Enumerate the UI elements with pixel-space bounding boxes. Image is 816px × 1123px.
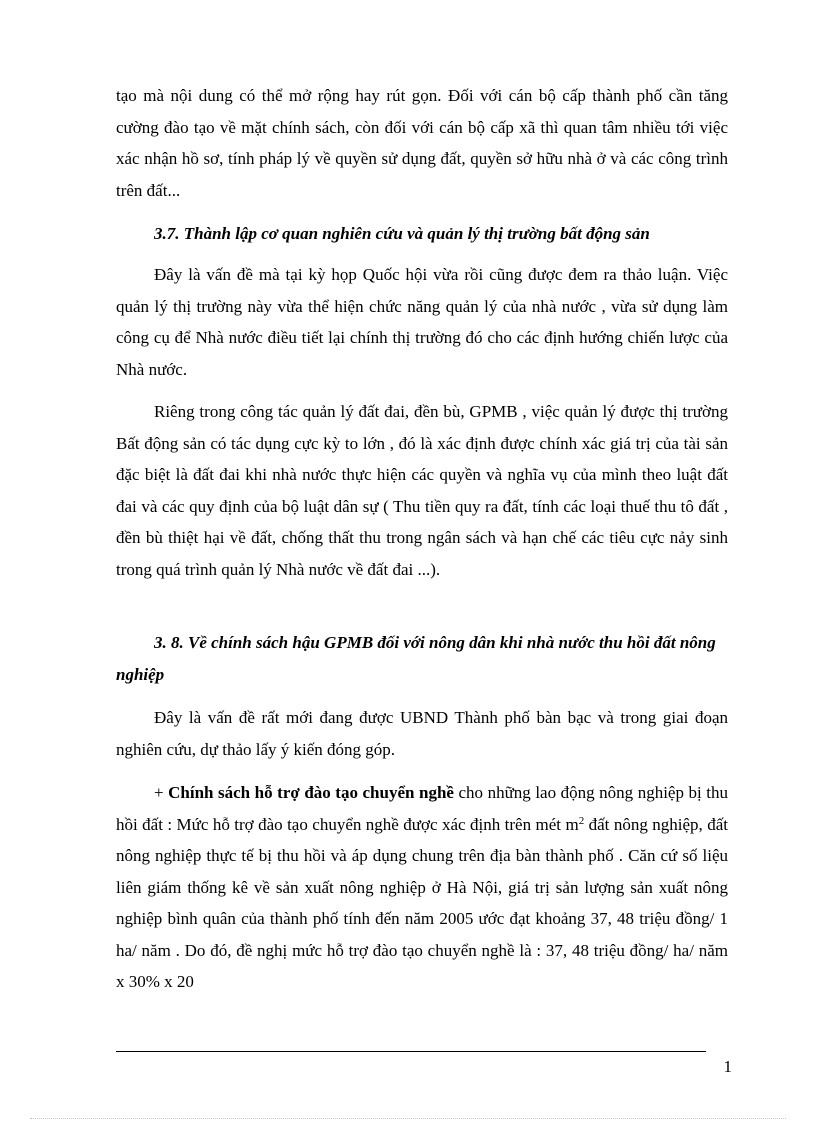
paragraph-3: Riêng trong công tác quản lý đất đai, đền bù, GPMB , việc quản lý được thị trường Bất động sản có tác dụng cực kỳ to lớn , đó là xác định được chính xác giá trị của tài sản đặc biệt là đất đai khi nhà nước thực hiện các quyền và nghĩa vụ của mình theo luật đất đai và các quy định của bộ luật dân sự ( Thu tiền quy ra đất, tính các loại thuế thu tô đất , đền bù thiệt hại về đất, chống thất thu trong ngân sách và hạn chế các tiêu cực nảy sinh trong quá trình quản lý Nhà nước về đất đai ...). xyxy=(116,402,728,579)
page-bottom-dotted-edge xyxy=(30,1118,786,1119)
superscript-2: 2 xyxy=(578,814,585,827)
bold-term: Chính sách hỗ trợ đào tạo chuyển nghề xyxy=(168,783,454,802)
paragraph-5 xyxy=(116,777,728,998)
paragraph-1: tạo mà nội dung có thể mở rộng hay rút gọn. Đối với cán bộ cấp thành phố cần tăng cường đào tạo về mặt chính sách, còn đối với cán bộ cấp xã thì quan tâm nhiều tới việc xác nhận hồ sơ, tính pháp lý về quyền sử dụng đất, quyền sở hữu nhà ở và các công trình trên đất... xyxy=(116,86,728,200)
bullet-prefix: + xyxy=(154,783,169,802)
paragraph-5-text-b: đất nông nghiệp, đất nông nghiệp thực tế bị thu hồi và áp dụng chung trên địa bàn thành phố . Căn cứ số liệu liên giám thống kê về sản xuất nông nghiệp ở Hà Nội, giá trị sản lượng sản xuất nông nghiệp bình quân của thành phố tính đến năm 2005 ước đạt khoảng 37, 48 triệu đồng/ 1 ha/ năm . Do đó, đề nghị mức hỗ trợ đào tạo chuyển nghề là : 37, 48 triệu đồng/ ha/ năm x 30% x 20 xyxy=(116,814,728,991)
page-number: 1 xyxy=(723,1057,732,1076)
paragraph-4: Đây là vấn đề rất mới đang được UBND Thành phố bàn bạc và trong giai đoạn nghiên cứu, dự thảo lấy ý kiến đóng góp. xyxy=(116,708,728,759)
paragraph-2: Đây là vấn đề mà tại kỳ họp Quốc hội vừa rồi cũng được đem ra thảo luận. Việc quản lý thị trường này vừa thể hiện chức năng quản lý của nhà nước , vừa sử dụng làm công cụ để Nhà nước điều tiết lại chính thị trường đó cho các định hướng chiến lược của Nhà nước. xyxy=(116,265,728,379)
footer-rule xyxy=(116,1051,706,1052)
heading-3-7: 3.7. Thành lập cơ quan nghiên cứu và quản lý thị trường bất động sản xyxy=(154,224,650,243)
heading-3-8: 3. 8. Về chính sách hậu GPMB đối với nông dân khi nhà nước thu hồi đất nông nghiệp xyxy=(116,633,716,684)
paragraph-5-text-a: cho những lao động nông nghiệp bị thu hồi đất : Mức hỗ trợ đào tạo chuyển nghề được xác định trên mét m xyxy=(116,783,728,834)
